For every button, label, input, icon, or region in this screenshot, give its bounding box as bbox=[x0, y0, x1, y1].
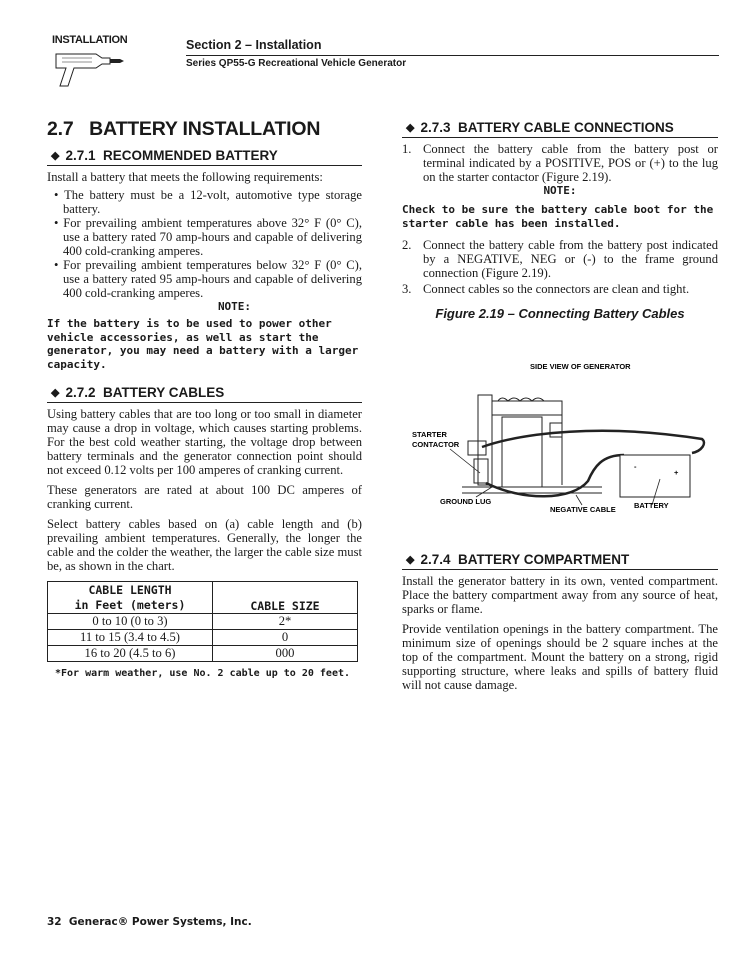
heading-2-7-4 bbox=[402, 552, 718, 570]
page-title: 2.7 BATTERY INSTALLATION bbox=[47, 118, 321, 140]
drill-icon bbox=[52, 46, 132, 92]
cell-length: 0 to 10 (0 to 3) bbox=[48, 614, 213, 630]
diagram-title: SIDE VIEW OF GENERATOR bbox=[530, 362, 631, 371]
note-text: If the battery is to be used to power other vehicle accessories, as well as start the generator, you may need a battery with a larger capacity. bbox=[47, 317, 359, 371]
heading-text: 2.7.3 BATTERY CABLE CONNECTIONS bbox=[420, 120, 674, 135]
right-column bbox=[402, 118, 718, 321]
cell-size: 0 bbox=[213, 630, 358, 646]
heading-text: 2.7.1 RECOMMENDED BATTERY bbox=[65, 148, 278, 163]
starter-label: STARTER bbox=[412, 430, 447, 439]
left-column bbox=[47, 118, 362, 679]
ground-lug-label: GROUND LUG bbox=[440, 497, 492, 506]
step-1: 1. Connect the battery cable from the battery post or terminal indicated by a POSITIVE, POS or (+) to the lug on the starter contactor (Figure 2.19). bbox=[402, 142, 718, 184]
cell-size: 2* bbox=[213, 614, 358, 630]
heading-text: 2.7.4 BATTERY COMPARTMENT bbox=[420, 552, 630, 567]
heading-2-7-3 bbox=[402, 120, 718, 138]
header-rule bbox=[186, 55, 719, 56]
contactor-label: CONTACTOR bbox=[412, 440, 460, 449]
diamond-icon: ◆ bbox=[406, 554, 415, 566]
paragraph: Select battery cables based on (a) cable length and (b) prevailing ambient temperatures. Generally, the longer the cable and the colder the weather, the larger the cable size must be, as shown in the chart. bbox=[47, 517, 362, 573]
table-row bbox=[48, 614, 358, 630]
header-tag: INSTALLATION bbox=[52, 34, 128, 46]
cell-length: 16 to 20 (4.5 to 6) bbox=[48, 646, 213, 662]
positive-cable bbox=[482, 431, 704, 453]
diamond-icon: ◆ bbox=[51, 387, 60, 399]
note-text: Check to be sure the battery cable boot for the starter cable has been installed. bbox=[402, 203, 714, 230]
list-item: • For prevailing ambient temperatures below 32° F (0° C), use a battery rated 95 amp-hours and capable of delivering 400 cold-cranking amperes. bbox=[54, 258, 362, 300]
step-2: 2. Connect the battery cable from the battery post indicated by a NEGATIVE, NEG or (-) to the frame ground connection (Figure 2.19). bbox=[402, 238, 718, 280]
battery-box bbox=[620, 455, 690, 497]
col-header-size: CABLE SIZE bbox=[213, 582, 358, 614]
heading-2-7-1 bbox=[47, 148, 362, 166]
step-3: 3. Connect cables so the connectors are clean and tight. bbox=[402, 282, 690, 296]
header-series: Series QP55-G Recreational Vehicle Generator bbox=[186, 58, 407, 69]
paragraph: These generators are rated at about 100 DC amperes of cranking current. bbox=[47, 483, 362, 511]
table-footnote: *For warm weather, use No. 2 cable up to 20 feet. bbox=[55, 668, 351, 679]
cell-length: 11 to 15 (3.4 to 4.5) bbox=[48, 630, 213, 646]
list-item: • For prevailing ambient temperatures above 32° F (0° C), use a battery rated 70 amp-hours and capable of delivering 400 cold-cranking amperes. bbox=[54, 216, 362, 258]
generator-outline bbox=[462, 395, 602, 493]
figure-caption: Figure 2.19 – Connecting Battery Cables bbox=[435, 306, 685, 321]
battery-minus: - bbox=[634, 462, 637, 471]
paragraph: Install the generator battery in its own, vented compartment. Place the battery compartment away from any source of heat, sparks or flame. bbox=[402, 574, 718, 616]
col-header-length: CABLE LENGTH in Feet (meters) bbox=[48, 582, 213, 614]
list-item: • The battery must be a 12-volt, automotive type storage battery. bbox=[54, 188, 362, 216]
paragraph: Install a battery that meets the following requirements: bbox=[47, 170, 323, 184]
heading-text: 2.7.2 BATTERY CABLES bbox=[65, 385, 225, 400]
table-row bbox=[48, 630, 358, 646]
cable-size-table bbox=[47, 581, 358, 662]
paragraph: Provide ventilation openings in the battery compartment. The minimum size of openings should be 2 square inches at the top of the compartment. Mount the battery on a strong, rigid supporting structure, where leaks and spills of battery fluid will not cause damage. bbox=[402, 622, 718, 692]
battery-plus: + bbox=[674, 468, 679, 477]
diamond-icon: ◆ bbox=[51, 150, 60, 162]
heading-2-7-2 bbox=[47, 385, 362, 403]
cell-size: 000 bbox=[213, 646, 358, 662]
diamond-icon: ◆ bbox=[406, 122, 415, 134]
note-label: NOTE: bbox=[217, 300, 252, 313]
page-footer: 32 Generac® Power Systems, Inc. bbox=[47, 916, 252, 928]
note-label: NOTE: bbox=[543, 184, 577, 197]
paragraph: Using battery cables that are too long or too small in diameter may cause a drop in voltage, which causes starting problems. For the best cold weather starting, the voltage drop between battery terminals and the generator connection point should not exceed 0.12 volts per 100 amperes of cranking current. bbox=[47, 407, 362, 477]
table-header-row bbox=[48, 582, 358, 614]
header-section: Section 2 – Installation bbox=[186, 38, 322, 52]
battery-label: BATTERY bbox=[634, 501, 669, 510]
negative-cable-label: NEGATIVE CABLE bbox=[550, 505, 616, 514]
table-row bbox=[48, 646, 358, 662]
battery-connection-diagram bbox=[402, 355, 718, 525]
right-column-lower bbox=[402, 552, 718, 692]
negative-cable bbox=[486, 455, 624, 496]
